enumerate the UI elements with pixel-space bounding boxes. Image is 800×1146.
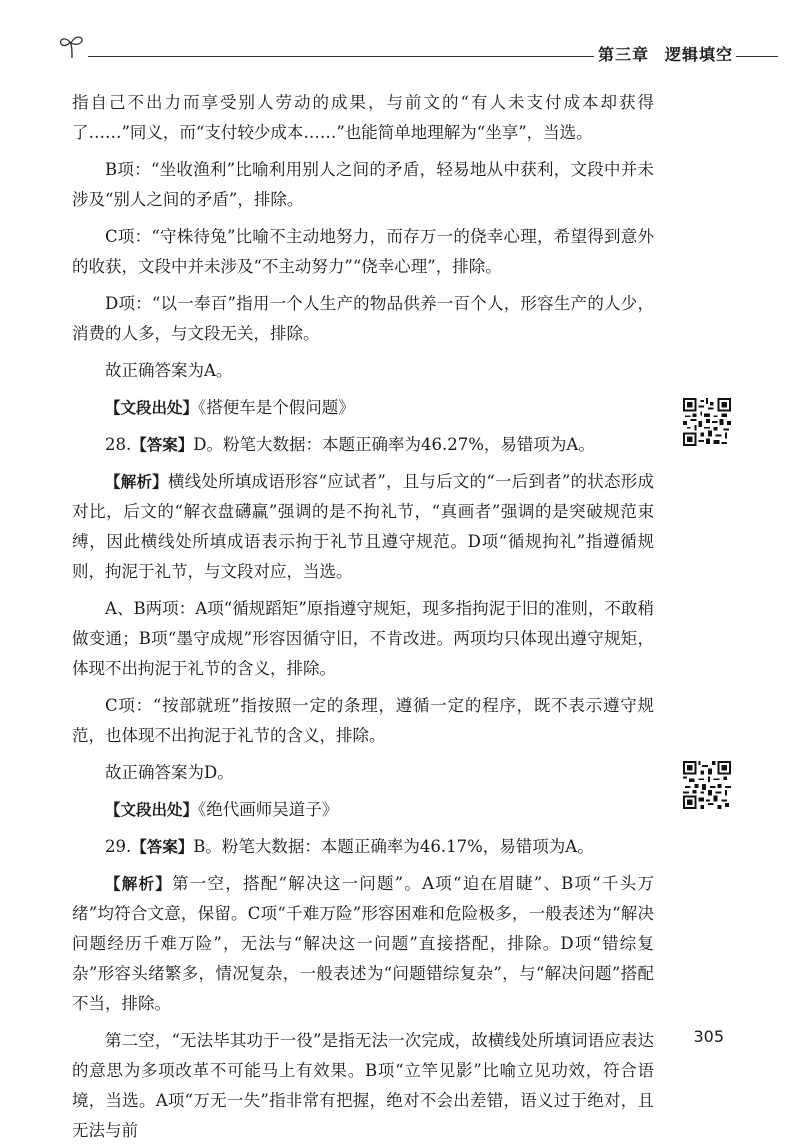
paragraph: 第二空，“无法毕其功于一役”是指无法一次完成，故横线处所填词语应表达的意思为多项改革不可能马上有效果。B项“立竿见影”比喻立见功效，符合语境，当选。A项“万无一失”指非常有把握，绝对不会出差错，语义过于绝对，且无法与前: [72, 1031, 654, 1140]
paragraph: 故正确答案为A。: [105, 361, 233, 380]
answer-line: 29.【答案】B。粉笔大数据：本题正确率为46.17%，易错项为A。: [105, 837, 594, 856]
paragraph: 故正确答案为D。: [105, 763, 234, 782]
qr-code-question-29[interactable]: [683, 761, 731, 809]
qr-code-icon: [683, 761, 731, 809]
page-body: [72, 88, 654, 1146]
paragraph: A、B两项：A项“循规蹈矩”原指遵守规矩，现多指拘泥于旧的准则，不敢稍做变通；B项“墨守成规”形容因循守旧，不肯改进。两项均只体现出遵守规矩，体现不出拘泥于礼节的含义，排除。: [72, 599, 654, 678]
paragraph: B项：“坐收渔利”比喻利用别人之间的矛盾，轻易地从中获利，文段中并未涉及“别人之间的矛盾”，排除。: [72, 160, 654, 209]
header-rule-left: [88, 56, 594, 57]
paragraph: D项：“以一奉百”指用一个人生产的物品供养一百个人，形容生产的人少，消费的人多，与文段无关，排除。: [72, 294, 654, 343]
analysis-paragraph: 【解析】横线处所填成语形容“应试者”，且与后文的“一后到者”的状态形成对比，后文的“解衣盘礴赢”强调的是不拘礼节，“真画者”强调的是突破规范束缚，因此横线处所填成语表示拘于礼节且遵守规范。D项“循规拘礼”指遵循规则，拘泥于礼节，与文段对应，当选。: [72, 472, 654, 581]
paragraph: 指自己不出力而享受别人劳动的成果，与前文的“有人未支付成本却获得了……”同义，而“支付较少成本……”也能简单地理解为“坐享”，当选。: [72, 93, 654, 142]
paragraph: C项：“守株待兔”比喻不主动地努力，而存万一的侥幸心理，希望得到意外的收获，文段中并未涉及“不主动努力”“侥幸心理”，排除。: [72, 227, 654, 276]
analysis-tag: 【解析】: [105, 473, 168, 491]
chapter-section: 逻辑填空: [665, 45, 734, 64]
qr-code-question-28[interactable]: [683, 398, 731, 446]
question-number: 28.: [105, 435, 132, 454]
page-number: 305: [693, 1027, 724, 1046]
chapter-title: [598, 42, 733, 65]
running-header: [58, 30, 778, 70]
paragraph: C项：“按部就班”指按照一定的条理，遵循一定的程序，既不表示遵守规范，也体现不出拘泥于礼节的含义，排除。: [72, 696, 654, 745]
question-number: 29.: [105, 837, 132, 856]
answer-tag: 【答案】: [131, 838, 194, 856]
analysis-paragraph: 【解析】第一空，搭配“解决这一问题”。A项“迫在眉睫”、B项“千头万绪”均符合文意，保留。C项“千难万险”形容困难和危险极多，一般表述为“解决问题经历千难万险”，无法与“解决这一问题”直接搭配，排除。D项“错综复杂”形容头绪繁多，情况复杂，一般表述为“问题错综复杂”，与“解决问题”搭配不当，排除。: [72, 874, 654, 1013]
qr-code-icon: [683, 398, 731, 446]
header-rule-right: [736, 56, 778, 57]
sprout-icon: [58, 32, 94, 62]
source-line: 【文段出处】《搭便车是个假问题》: [105, 398, 355, 417]
source-line: 【文段出处】《绝代画师吴道子》: [105, 800, 339, 819]
analysis-tag: 【解析】: [105, 875, 173, 893]
source-tag: 【文段出处】: [105, 399, 199, 417]
source-tag: 【文段出处】: [105, 801, 199, 819]
answer-tag: 【答案】: [131, 436, 194, 454]
answer-line: 28.【答案】D。粉笔大数据：本题正确率为46.27%，易错项为A。: [105, 435, 595, 454]
chapter-number: 第三章: [598, 45, 650, 64]
